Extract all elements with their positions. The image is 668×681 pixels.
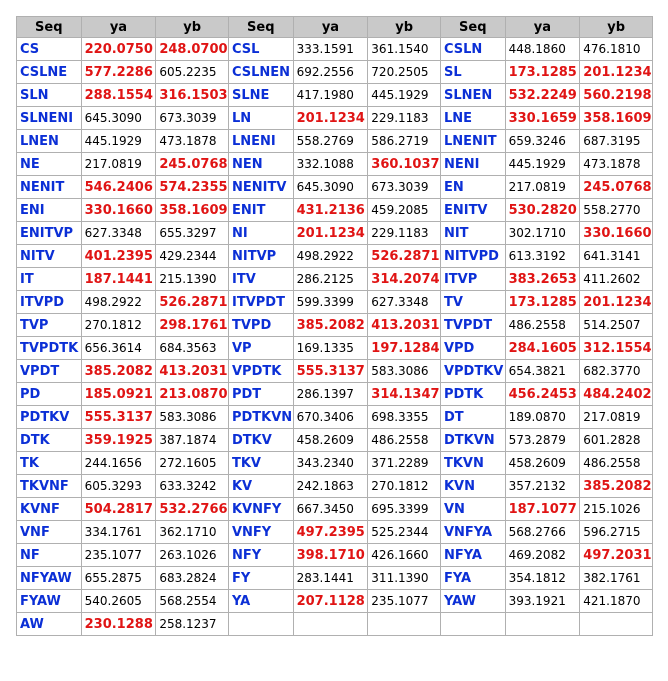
sequence-cell: SLN xyxy=(17,84,82,107)
yb-value-cell: 673.3039 xyxy=(156,107,229,130)
sequence-cell: NENI xyxy=(440,153,505,176)
yb-value-cell: 215.1390 xyxy=(156,268,229,291)
yb-value-cell: 484.2402 xyxy=(580,383,653,406)
yb-value-cell: 627.3348 xyxy=(368,291,441,314)
yb-value-cell: 574.2355 xyxy=(156,176,229,199)
yb-value-cell: 720.2505 xyxy=(368,61,441,84)
sequence-cell: VPDT xyxy=(17,360,82,383)
ya-value-cell: 645.3090 xyxy=(81,107,156,130)
sequence-cell: CS xyxy=(17,38,82,61)
ya-value-cell: 173.1285 xyxy=(505,61,580,84)
table-row xyxy=(17,613,653,636)
sequence-cell: YAW xyxy=(440,590,505,613)
ya-value-cell: 288.1554 xyxy=(81,84,156,107)
sequence-cell: SL xyxy=(440,61,505,84)
sequence-cell: ITVPDT xyxy=(228,291,293,314)
ya-value-cell: 173.1285 xyxy=(505,291,580,314)
sequence-cell: NI xyxy=(228,222,293,245)
yb-value-cell xyxy=(580,613,653,636)
ya-value-cell: 613.3192 xyxy=(505,245,580,268)
sequence-cell: FYAW xyxy=(17,590,82,613)
ya-value-cell: 532.2249 xyxy=(505,84,580,107)
yb-value-cell: 213.0870 xyxy=(156,383,229,406)
sequence-cell: CSLNE xyxy=(17,61,82,84)
sequence-cell: EN xyxy=(440,176,505,199)
ya-value-cell: 627.3348 xyxy=(81,222,156,245)
ya-value-cell: 330.1660 xyxy=(81,199,156,222)
sequence-cell: ENITV xyxy=(440,199,505,222)
yb-value-cell: 683.2824 xyxy=(156,567,229,590)
ya-value-cell: 201.1234 xyxy=(293,222,368,245)
ya-value-cell: 230.1288 xyxy=(81,613,156,636)
sequence-cell: VN xyxy=(440,498,505,521)
ya-value-cell: 357.2132 xyxy=(505,475,580,498)
sequence-cell: NITVPD xyxy=(440,245,505,268)
ya-value-cell: 498.2922 xyxy=(81,291,156,314)
yb-value-cell: 514.2507 xyxy=(580,314,653,337)
sequence-cell: PDT xyxy=(228,383,293,406)
ya-value-cell: 189.0870 xyxy=(505,406,580,429)
ya-value-cell: 540.2605 xyxy=(81,590,156,613)
sequence-cell: PDTKV xyxy=(17,406,82,429)
ya-value-cell: 497.2395 xyxy=(293,521,368,544)
yb-value-cell: 201.1234 xyxy=(580,291,653,314)
sequence-cell: TV xyxy=(440,291,505,314)
yb-value-cell: 641.3141 xyxy=(580,245,653,268)
ya-value-cell: 498.2922 xyxy=(293,245,368,268)
yb-value-cell: 358.1609 xyxy=(580,107,653,130)
sequence-cell: NIT xyxy=(440,222,505,245)
sequence-cell: TVP xyxy=(17,314,82,337)
ya-value-cell: 448.1860 xyxy=(505,38,580,61)
sequence-cell: CSLNEN xyxy=(228,61,293,84)
sequence-cell: TVPD xyxy=(228,314,293,337)
yb-value-cell: 526.2871 xyxy=(368,245,441,268)
ya-value-cell: 302.1710 xyxy=(505,222,580,245)
ya-value-cell: 359.1925 xyxy=(81,429,156,452)
ya-value-cell: 417.1980 xyxy=(293,84,368,107)
header-yb-2: yb xyxy=(368,17,441,38)
yb-value-cell: 497.2031 xyxy=(580,544,653,567)
yb-value-cell: 687.3195 xyxy=(580,130,653,153)
sequence-cell: TKV xyxy=(228,452,293,475)
ya-value-cell: 284.1605 xyxy=(505,337,580,360)
table-row xyxy=(17,452,653,475)
sequence-cell: SLNEN xyxy=(440,84,505,107)
sequence-cell: SLNE xyxy=(228,84,293,107)
header-seq-3: Seq xyxy=(440,17,505,38)
sequence-cell: DTKV xyxy=(228,429,293,452)
ya-value-cell: 333.1591 xyxy=(293,38,368,61)
sequence-cell: ENI xyxy=(17,199,82,222)
header-yb-1: yb xyxy=(156,17,229,38)
ya-value-cell: 217.0819 xyxy=(81,153,156,176)
yb-value-cell: 316.1503 xyxy=(156,84,229,107)
table-row xyxy=(17,567,653,590)
yb-value-cell: 385.2082 xyxy=(580,475,653,498)
yb-value-cell: 248.0700 xyxy=(156,38,229,61)
header-row xyxy=(17,17,653,38)
yb-value-cell: 258.1237 xyxy=(156,613,229,636)
sequence-cell: NFYA xyxy=(440,544,505,567)
ya-value-cell: 207.1128 xyxy=(293,590,368,613)
table-row xyxy=(17,245,653,268)
ya-value-cell: 659.3246 xyxy=(505,130,580,153)
sequence-cell: ENIT xyxy=(228,199,293,222)
yb-value-cell: 558.2770 xyxy=(580,199,653,222)
ya-value-cell: 169.1335 xyxy=(293,337,368,360)
yb-value-cell: 314.2074 xyxy=(368,268,441,291)
table-body xyxy=(17,38,653,636)
ya-value-cell: 187.1441 xyxy=(81,268,156,291)
ya-value-cell: 244.1656 xyxy=(81,452,156,475)
yb-value-cell: 270.1812 xyxy=(368,475,441,498)
yb-value-cell: 382.1761 xyxy=(580,567,653,590)
yb-value-cell: 526.2871 xyxy=(156,291,229,314)
table-row xyxy=(17,544,653,567)
table-row xyxy=(17,222,653,245)
sequence-cell: TK xyxy=(17,452,82,475)
sequence-cell: KV xyxy=(228,475,293,498)
yb-value-cell: 476.1810 xyxy=(580,38,653,61)
ya-value-cell: 504.2817 xyxy=(81,498,156,521)
ya-value-cell: 445.1929 xyxy=(505,153,580,176)
sequence-cell: ITV xyxy=(228,268,293,291)
sequence-cell: NITVP xyxy=(228,245,293,268)
ya-value-cell: 656.3614 xyxy=(81,337,156,360)
ya-value-cell: 401.2395 xyxy=(81,245,156,268)
yb-value-cell: 695.3399 xyxy=(368,498,441,521)
ya-value-cell: 670.3406 xyxy=(293,406,368,429)
sequence-cell xyxy=(440,613,505,636)
ya-value-cell: 334.1761 xyxy=(81,521,156,544)
yb-value-cell: 473.1878 xyxy=(580,153,653,176)
ya-value-cell: 283.1441 xyxy=(293,567,368,590)
ya-value-cell: 431.2136 xyxy=(293,199,368,222)
yb-value-cell: 596.2715 xyxy=(580,521,653,544)
yb-value-cell: 525.2344 xyxy=(368,521,441,544)
header-yb-3: yb xyxy=(580,17,653,38)
yb-value-cell: 358.1609 xyxy=(156,199,229,222)
sequence-cell: CSL xyxy=(228,38,293,61)
sequence-cell: TKVN xyxy=(440,452,505,475)
yb-value-cell: 298.1761 xyxy=(156,314,229,337)
sequence-cell: KVNFY xyxy=(228,498,293,521)
sequence-cell: PDTKVN xyxy=(228,406,293,429)
yb-value-cell: 245.0768 xyxy=(580,176,653,199)
yb-value-cell: 311.1390 xyxy=(368,567,441,590)
ya-value-cell: 235.1077 xyxy=(81,544,156,567)
ya-value-cell: 383.2653 xyxy=(505,268,580,291)
table-row xyxy=(17,383,653,406)
ya-value-cell: 568.2766 xyxy=(505,521,580,544)
sequence-cell: YA xyxy=(228,590,293,613)
yb-value-cell: 633.3242 xyxy=(156,475,229,498)
yb-value-cell: 361.1540 xyxy=(368,38,441,61)
yb-value-cell: 684.3563 xyxy=(156,337,229,360)
header-ya-2: ya xyxy=(293,17,368,38)
ya-value-cell: 458.2609 xyxy=(505,452,580,475)
ya-value-cell: 530.2820 xyxy=(505,199,580,222)
sequence-cell: VPDTKV xyxy=(440,360,505,383)
sequence-cell: DTK xyxy=(17,429,82,452)
ya-value-cell: 270.1812 xyxy=(81,314,156,337)
sequence-cell: KVNF xyxy=(17,498,82,521)
table-row xyxy=(17,475,653,498)
yb-value-cell: 314.1347 xyxy=(368,383,441,406)
sequence-cell: VNF xyxy=(17,521,82,544)
yb-value-cell: 217.0819 xyxy=(580,406,653,429)
ya-value-cell: 332.1088 xyxy=(293,153,368,176)
yb-value-cell: 272.1605 xyxy=(156,452,229,475)
yb-value-cell: 568.2554 xyxy=(156,590,229,613)
yb-value-cell: 560.2198 xyxy=(580,84,653,107)
yb-value-cell: 445.1929 xyxy=(368,84,441,107)
yb-value-cell: 245.0768 xyxy=(156,153,229,176)
ya-value-cell: 655.2875 xyxy=(81,567,156,590)
sequence-cell: ITVPD xyxy=(17,291,82,314)
sequence-cell: NENITV xyxy=(228,176,293,199)
sequence-cell: KVN xyxy=(440,475,505,498)
ya-value-cell: 185.0921 xyxy=(81,383,156,406)
sequence-cell: IT xyxy=(17,268,82,291)
yb-value-cell: 459.2085 xyxy=(368,199,441,222)
ya-value-cell xyxy=(505,613,580,636)
table-row xyxy=(17,498,653,521)
table-row xyxy=(17,406,653,429)
sequence-cell: CSLN xyxy=(440,38,505,61)
sequence-cell: PDTK xyxy=(440,383,505,406)
table-row xyxy=(17,153,653,176)
header-ya-1: ya xyxy=(81,17,156,38)
ya-value-cell: 573.2879 xyxy=(505,429,580,452)
sequence-cell: TKVNF xyxy=(17,475,82,498)
yb-value-cell: 362.1710 xyxy=(156,521,229,544)
ya-value-cell: 217.0819 xyxy=(505,176,580,199)
ya-value-cell: 385.2082 xyxy=(293,314,368,337)
yb-value-cell: 360.1037 xyxy=(368,153,441,176)
sequence-cell: VNFY xyxy=(228,521,293,544)
sequence-cell: ENITVP xyxy=(17,222,82,245)
header-ya-3: ya xyxy=(505,17,580,38)
yb-value-cell: 583.3086 xyxy=(156,406,229,429)
sequence-cell: VNFYA xyxy=(440,521,505,544)
ya-value-cell: 398.1710 xyxy=(293,544,368,567)
sequence-cell: ITVP xyxy=(440,268,505,291)
yb-value-cell: 387.1874 xyxy=(156,429,229,452)
sequence-cell: VP xyxy=(228,337,293,360)
sequence-cell: VPD xyxy=(440,337,505,360)
sequence-cell: LNEN xyxy=(17,130,82,153)
yb-value-cell: 532.2766 xyxy=(156,498,229,521)
table-row xyxy=(17,130,653,153)
ya-value-cell: 599.3399 xyxy=(293,291,368,314)
sequence-cell: LNENI xyxy=(228,130,293,153)
sequence-cell: DTKVN xyxy=(440,429,505,452)
ya-value-cell: 654.3821 xyxy=(505,360,580,383)
table-row xyxy=(17,360,653,383)
ya-value-cell xyxy=(293,613,368,636)
yb-value-cell: 312.1554 xyxy=(580,337,653,360)
yb-value-cell: 330.1660 xyxy=(580,222,653,245)
yb-value-cell: 413.2031 xyxy=(156,360,229,383)
table-row xyxy=(17,291,653,314)
ion-mass-table xyxy=(16,16,653,636)
yb-value-cell: 426.1660 xyxy=(368,544,441,567)
ya-value-cell: 343.2340 xyxy=(293,452,368,475)
yb-value-cell: 413.2031 xyxy=(368,314,441,337)
ya-value-cell: 555.3137 xyxy=(293,360,368,383)
sequence-cell: DT xyxy=(440,406,505,429)
table-row xyxy=(17,107,653,130)
yb-value-cell: 486.2558 xyxy=(368,429,441,452)
yb-value-cell: 201.1234 xyxy=(580,61,653,84)
yb-value-cell: 601.2828 xyxy=(580,429,653,452)
sequence-cell xyxy=(228,613,293,636)
yb-value-cell: 229.1183 xyxy=(368,222,441,245)
header-seq-2: Seq xyxy=(228,17,293,38)
sequence-cell: PD xyxy=(17,383,82,406)
yb-value-cell xyxy=(368,613,441,636)
table-row xyxy=(17,84,653,107)
yb-value-cell: 215.1026 xyxy=(580,498,653,521)
sequence-cell: LN xyxy=(228,107,293,130)
ya-value-cell: 546.2406 xyxy=(81,176,156,199)
ya-value-cell: 330.1659 xyxy=(505,107,580,130)
yb-value-cell: 486.2558 xyxy=(580,452,653,475)
sequence-cell: TVPDT xyxy=(440,314,505,337)
ya-value-cell: 354.1812 xyxy=(505,567,580,590)
ya-value-cell: 605.3293 xyxy=(81,475,156,498)
yb-value-cell: 698.3355 xyxy=(368,406,441,429)
ya-value-cell: 555.3137 xyxy=(81,406,156,429)
sequence-cell: NE xyxy=(17,153,82,176)
table-row xyxy=(17,199,653,222)
sequence-cell: VPDTK xyxy=(228,360,293,383)
table-row xyxy=(17,38,653,61)
table-row xyxy=(17,61,653,84)
sequence-cell: LNENIT xyxy=(440,130,505,153)
ya-value-cell: 558.2769 xyxy=(293,130,368,153)
table-row xyxy=(17,314,653,337)
sequence-cell: LNE xyxy=(440,107,505,130)
yb-value-cell: 197.1284 xyxy=(368,337,441,360)
yb-value-cell: 411.2602 xyxy=(580,268,653,291)
sequence-cell: NFY xyxy=(228,544,293,567)
ya-value-cell: 242.1863 xyxy=(293,475,368,498)
sequence-cell: NFYAW xyxy=(17,567,82,590)
ya-value-cell: 220.0750 xyxy=(81,38,156,61)
sequence-cell: NEN xyxy=(228,153,293,176)
yb-value-cell: 586.2719 xyxy=(368,130,441,153)
sequence-cell: NITV xyxy=(17,245,82,268)
table-row xyxy=(17,521,653,544)
ya-value-cell: 385.2082 xyxy=(81,360,156,383)
yb-value-cell: 673.3039 xyxy=(368,176,441,199)
sequence-cell: TVPDTK xyxy=(17,337,82,360)
table-row xyxy=(17,337,653,360)
yb-value-cell: 605.2235 xyxy=(156,61,229,84)
sequence-cell: AW xyxy=(17,613,82,636)
ya-value-cell: 187.1077 xyxy=(505,498,580,521)
table-row xyxy=(17,590,653,613)
ya-value-cell: 456.2453 xyxy=(505,383,580,406)
sequence-cell: FY xyxy=(228,567,293,590)
yb-value-cell: 371.2289 xyxy=(368,452,441,475)
ya-value-cell: 445.1929 xyxy=(81,130,156,153)
yb-value-cell: 583.3086 xyxy=(368,360,441,383)
ya-value-cell: 393.1921 xyxy=(505,590,580,613)
yb-value-cell: 263.1026 xyxy=(156,544,229,567)
ya-value-cell: 667.3450 xyxy=(293,498,368,521)
yb-value-cell: 655.3297 xyxy=(156,222,229,245)
yb-value-cell: 682.3770 xyxy=(580,360,653,383)
ya-value-cell: 469.2082 xyxy=(505,544,580,567)
sequence-cell: NENIT xyxy=(17,176,82,199)
ya-value-cell: 645.3090 xyxy=(293,176,368,199)
ya-value-cell: 486.2558 xyxy=(505,314,580,337)
sequence-cell: SLNENI xyxy=(17,107,82,130)
table-row xyxy=(17,176,653,199)
sequence-cell: NF xyxy=(17,544,82,567)
yb-value-cell: 235.1077 xyxy=(368,590,441,613)
ya-value-cell: 286.1397 xyxy=(293,383,368,406)
ya-value-cell: 577.2286 xyxy=(81,61,156,84)
ya-value-cell: 458.2609 xyxy=(293,429,368,452)
yb-value-cell: 421.1870 xyxy=(580,590,653,613)
table-row xyxy=(17,429,653,452)
ya-value-cell: 201.1234 xyxy=(293,107,368,130)
header-seq-1: Seq xyxy=(17,17,82,38)
yb-value-cell: 229.1183 xyxy=(368,107,441,130)
yb-value-cell: 473.1878 xyxy=(156,130,229,153)
sequence-cell: FYA xyxy=(440,567,505,590)
table-row xyxy=(17,268,653,291)
ya-value-cell: 692.2556 xyxy=(293,61,368,84)
yb-value-cell: 429.2344 xyxy=(156,245,229,268)
ya-value-cell: 286.2125 xyxy=(293,268,368,291)
